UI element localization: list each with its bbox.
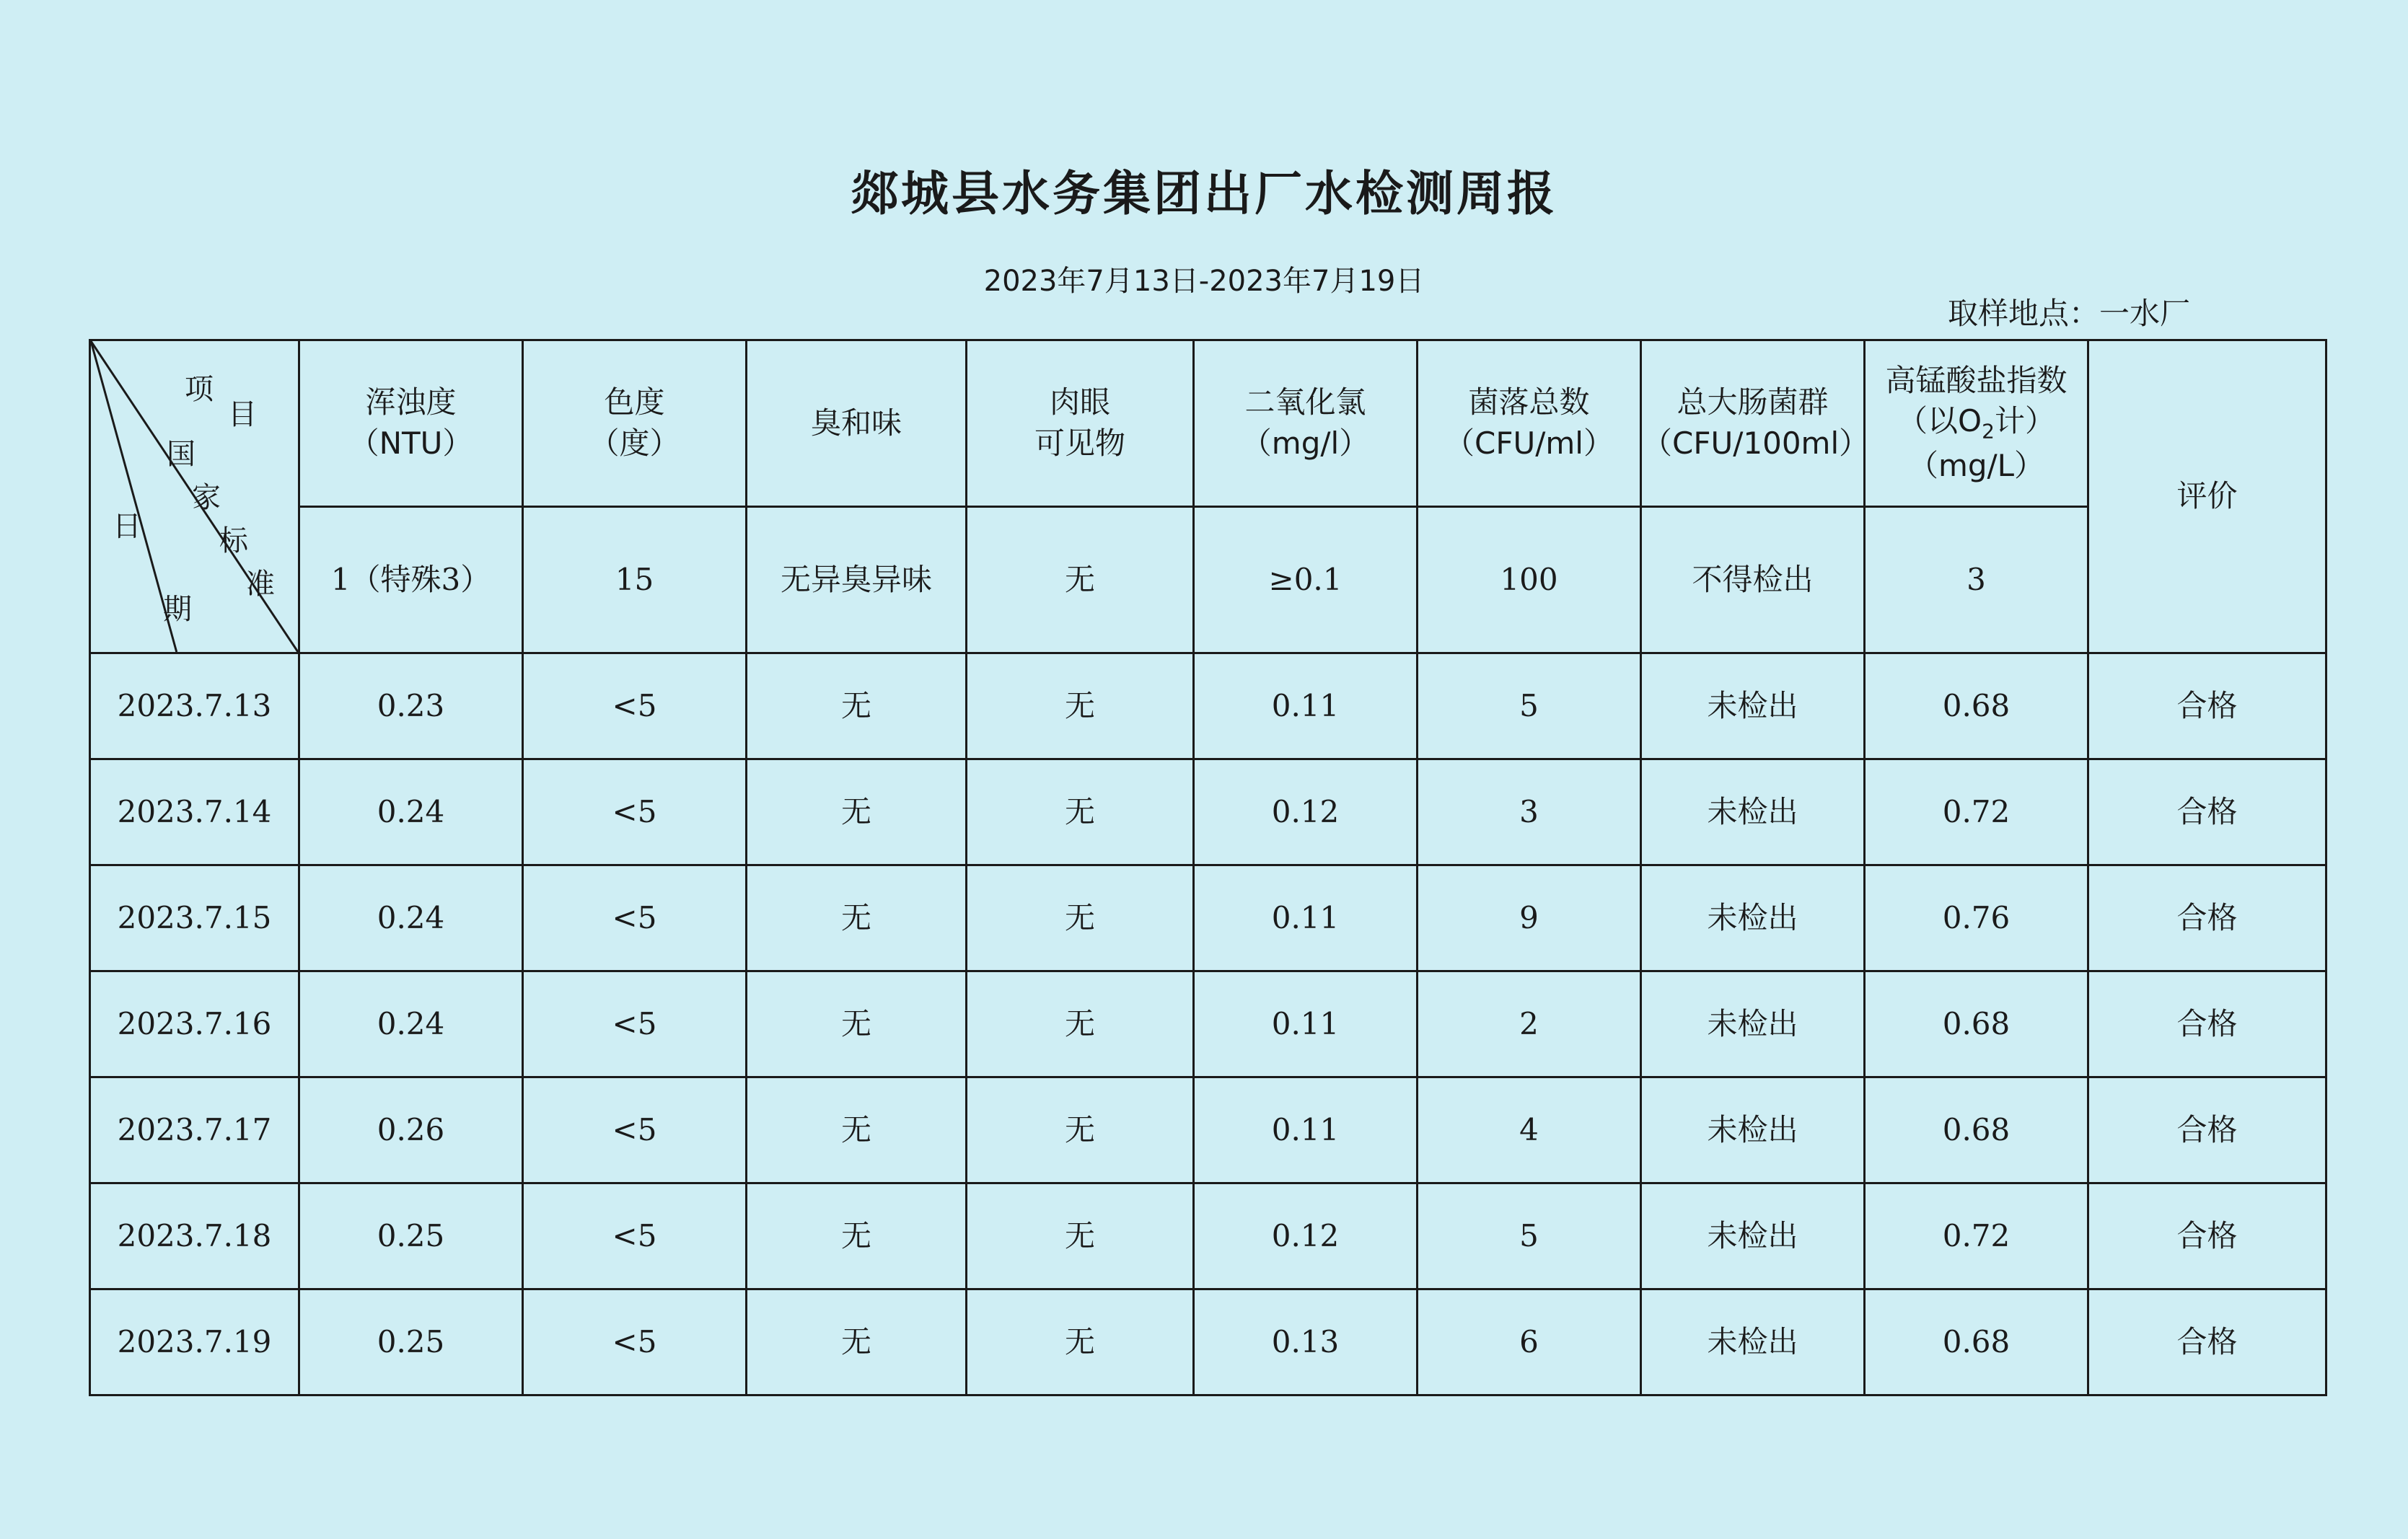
cell-color: <5 <box>523 1183 747 1289</box>
cell-date: 2023.7.18 <box>90 1183 299 1289</box>
col-header-visible-matter <box>967 340 1194 507</box>
date-range: 2023年7月13日-2023年7月19日 <box>983 265 1425 298</box>
cell-visible-matter: 无 <box>967 759 1194 865</box>
cell-color: <5 <box>523 865 747 971</box>
cell-coliform: 未检出 <box>1641 759 1865 865</box>
cell-colony-count: 2 <box>1418 971 1641 1077</box>
water-quality-table <box>89 339 2327 1396</box>
col-header-coliform <box>1641 340 1870 507</box>
col-name: 臭和味 <box>810 405 902 441</box>
cell-evaluation: 合格 <box>2088 865 2326 971</box>
cell-permanganate: 0.68 <box>1865 1289 2088 1395</box>
col-unit <box>1866 401 2087 445</box>
cell-turbidity: 0.24 <box>299 865 523 971</box>
cell-odor: 无 <box>747 653 967 759</box>
std-odor: 无异臭异味 <box>747 507 967 653</box>
col-name: 二氧化氯 <box>1244 384 1366 420</box>
corner-date-char-2: 期 <box>163 593 192 626</box>
cell-date: 2023.7.13 <box>90 653 299 759</box>
cell-permanganate: 0.68 <box>1865 1077 2088 1183</box>
col-unit-2: （mg/L） <box>1907 447 2045 483</box>
col-unit: 可见物 <box>1034 425 1125 461</box>
cell-evaluation: 合格 <box>2088 1077 2326 1183</box>
col-header-chlorine-dioxide <box>1194 340 1418 507</box>
cell-colony-count: 5 <box>1418 1183 1641 1289</box>
corner-std-char-2: 家 <box>192 481 221 514</box>
cell-odor: 无 <box>747 1077 967 1183</box>
corner-header-cell <box>90 340 299 653</box>
cell-permanganate: 0.68 <box>1865 971 2088 1077</box>
cell-chlorine-dioxide: 0.11 <box>1194 1077 1418 1183</box>
standard-row <box>90 507 2326 653</box>
cell-permanganate: 0.68 <box>1865 653 2088 759</box>
table-row <box>90 1077 2326 1183</box>
cell-evaluation: 合格 <box>2088 971 2326 1077</box>
std-visible-matter: 无 <box>967 507 1194 653</box>
cell-turbidity: 0.24 <box>299 759 523 865</box>
cell-odor: 无 <box>747 865 967 971</box>
cell-color: <5 <box>523 1077 747 1183</box>
cell-visible-matter: 无 <box>967 1183 1194 1289</box>
cell-colony-count: 6 <box>1418 1289 1641 1395</box>
cell-date: 2023.7.16 <box>90 971 299 1077</box>
cell-chlorine-dioxide: 0.13 <box>1194 1289 1418 1395</box>
cell-coliform: 未检出 <box>1641 1289 1865 1395</box>
cell-visible-matter: 无 <box>967 865 1194 971</box>
cell-visible-matter: 无 <box>967 653 1194 759</box>
col-header-evaluation: 评价 <box>2088 340 2326 653</box>
header-row <box>90 340 2326 507</box>
col-unit: （CFU/ml） <box>1444 425 1614 461</box>
cell-visible-matter: 无 <box>967 1077 1194 1183</box>
cell-permanganate: 0.76 <box>1865 865 2088 971</box>
cell-coliform: 未检出 <box>1641 1077 1865 1183</box>
cell-visible-matter: 无 <box>967 1289 1194 1395</box>
col-unit: （CFU/100ml） <box>1642 425 1870 461</box>
table-row <box>90 1289 2326 1395</box>
col-header-turbidity <box>299 340 523 507</box>
cell-evaluation: 合格 <box>2088 1183 2326 1289</box>
cell-permanganate: 0.72 <box>1865 759 2088 865</box>
table-row <box>90 865 2326 971</box>
corner-item-char-2: 目 <box>228 398 257 431</box>
cell-coliform: 未检出 <box>1641 1183 1865 1289</box>
corner-item-char-1: 项 <box>185 373 214 406</box>
cell-evaluation: 合格 <box>2088 653 2326 759</box>
table-row <box>90 653 2326 759</box>
cell-chlorine-dioxide: 0.11 <box>1194 971 1418 1077</box>
sampling-location: 取样地点：一水厂 <box>1948 296 2191 331</box>
cell-odor: 无 <box>747 1183 967 1289</box>
table-row <box>90 971 2326 1077</box>
col-name: 菌落总数 <box>1468 384 1590 420</box>
std-turbidity: 1（特殊3） <box>299 507 523 653</box>
col-name: 总大肠菌群 <box>1677 384 1829 420</box>
col-header-permanganate <box>1865 340 2088 507</box>
std-permanganate: 3 <box>1865 507 2088 653</box>
std-colony-count: 100 <box>1418 507 1641 653</box>
cell-chlorine-dioxide: 0.12 <box>1194 1183 1418 1289</box>
cell-colony-count: 9 <box>1418 865 1641 971</box>
cell-color: <5 <box>523 971 747 1077</box>
col-header-odor <box>747 340 967 507</box>
corner-std-char-4: 准 <box>246 568 275 601</box>
col-name: 肉眼 <box>1049 384 1110 420</box>
cell-chlorine-dioxide: 0.11 <box>1194 653 1418 759</box>
cell-coliform: 未检出 <box>1641 971 1865 1077</box>
cell-date: 2023.7.15 <box>90 865 299 971</box>
col-unit: （度） <box>589 425 680 461</box>
std-chlorine-dioxide: ≥0.1 <box>1194 507 1418 653</box>
cell-coliform: 未检出 <box>1641 865 1865 971</box>
std-color: 15 <box>523 507 747 653</box>
report-title: 郯城县水务集团出厂水检测周报 <box>851 166 1557 221</box>
cell-color: <5 <box>523 1289 747 1395</box>
cell-turbidity: 0.26 <box>299 1077 523 1183</box>
col-unit-suffix: 计） <box>1994 403 2055 439</box>
cell-color: <5 <box>523 759 747 865</box>
cell-visible-matter: 无 <box>967 971 1194 1077</box>
cell-permanganate: 0.72 <box>1865 1183 2088 1289</box>
cell-turbidity: 0.25 <box>299 1289 523 1395</box>
corner-date-char-1: 日 <box>113 510 141 543</box>
cell-odor: 无 <box>747 1289 967 1395</box>
col-unit-prefix: （以O <box>1897 403 1982 439</box>
cell-turbidity: 0.23 <box>299 653 523 759</box>
cell-date: 2023.7.17 <box>90 1077 299 1183</box>
col-header-colony-count <box>1418 340 1641 507</box>
table-row <box>90 759 2326 865</box>
corner-std-char-3: 标 <box>219 524 248 557</box>
cell-odor: 无 <box>747 759 967 865</box>
col-name: 色度 <box>604 384 665 420</box>
col-name: 高锰酸盐指数 <box>1885 362 2068 398</box>
col-name: 浑浊度 <box>365 384 457 420</box>
cell-odor: 无 <box>747 971 967 1077</box>
cell-chlorine-dioxide: 0.11 <box>1194 865 1418 971</box>
col-unit: （NTU） <box>348 425 473 461</box>
cell-chlorine-dioxide: 0.12 <box>1194 759 1418 865</box>
cell-coliform: 未检出 <box>1641 653 1865 759</box>
cell-evaluation: 合格 <box>2088 1289 2326 1395</box>
cell-turbidity: 0.25 <box>299 1183 523 1289</box>
col-header-color <box>523 340 747 507</box>
cell-turbidity: 0.24 <box>299 971 523 1077</box>
table-row <box>90 1183 2326 1289</box>
cell-colony-count: 5 <box>1418 653 1641 759</box>
corner-std-char-1: 国 <box>167 438 195 471</box>
cell-date: 2023.7.14 <box>90 759 299 865</box>
cell-colony-count: 4 <box>1418 1077 1641 1183</box>
cell-color: <5 <box>523 653 747 759</box>
col-unit-sub: 2 <box>1982 419 1995 444</box>
cell-colony-count: 3 <box>1418 759 1641 865</box>
cell-evaluation: 合格 <box>2088 759 2326 865</box>
col-unit: （mg/l） <box>1241 425 1370 461</box>
std-coliform: 不得检出 <box>1641 507 1865 653</box>
cell-date: 2023.7.19 <box>90 1289 299 1395</box>
